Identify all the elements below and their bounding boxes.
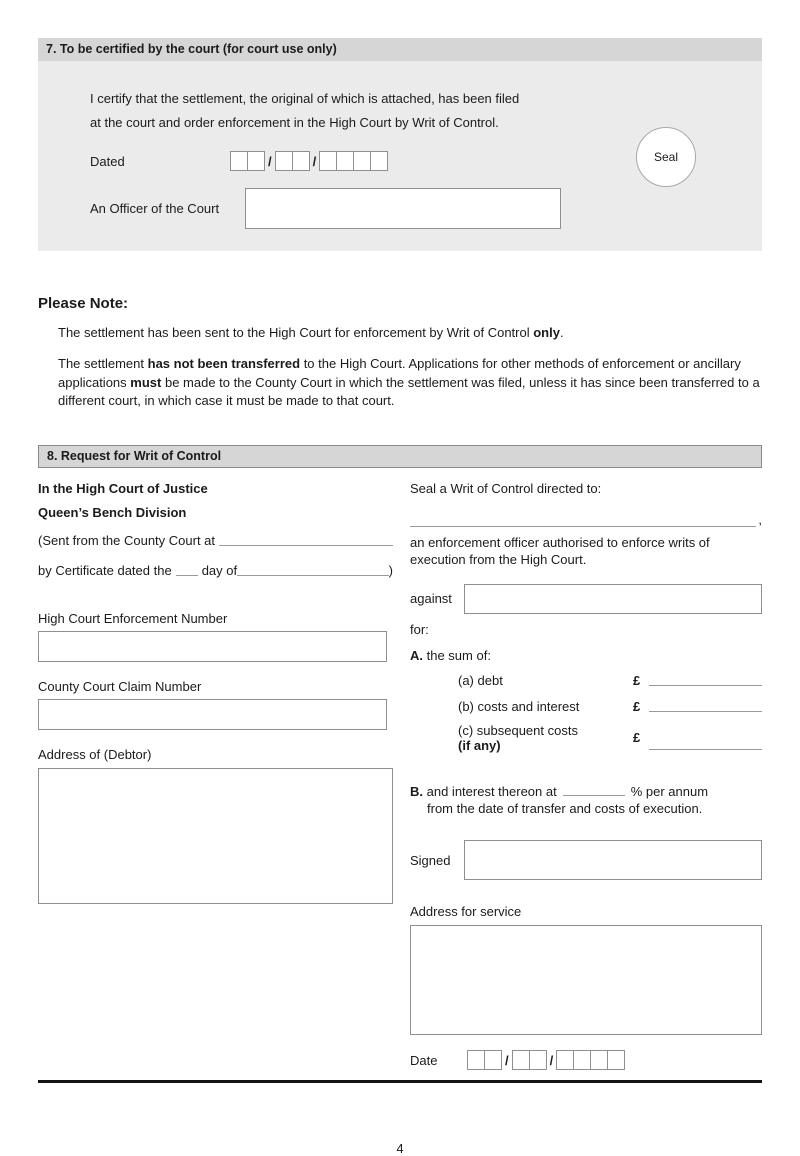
officer-signature-field[interactable] (245, 188, 561, 229)
address-for-service-field[interactable] (410, 925, 762, 1035)
county-court-name-field[interactable] (219, 533, 393, 546)
pound-sign: £ (633, 698, 641, 714)
close-paren: ) (388, 562, 393, 578)
interest-line-2: from the date of transfer and costs of execution. (427, 801, 703, 817)
seal-label: Seal (653, 150, 679, 164)
date-cell[interactable] (230, 151, 248, 171)
date-cell[interactable] (467, 1050, 485, 1070)
sent-from-label: (Sent from the County Court at (38, 532, 216, 548)
against-label: against (410, 591, 452, 607)
section-8-left-column (38, 481, 393, 1070)
enforcement-officer-name-line (410, 512, 762, 527)
page-number: 4 (396, 1141, 404, 1156)
date-label: Date (410, 1052, 438, 1068)
against-field[interactable] (464, 584, 762, 614)
queens-bench-title: Queen’s Bench Division (38, 504, 187, 520)
date-cell[interactable] (275, 151, 293, 171)
debt-amount-field[interactable] (649, 673, 762, 686)
date-cell[interactable] (556, 1050, 574, 1070)
section-8-header: 8. Request for Writ of Control (38, 445, 762, 468)
debt-label: (a) debt (458, 672, 503, 688)
costs-amount-row (410, 699, 762, 715)
bottom-rule (38, 1080, 762, 1083)
please-note-heading: Please Note: (38, 295, 129, 312)
date-cell[interactable] (336, 151, 354, 171)
signed-row (410, 840, 762, 880)
court-seal-placeholder (636, 127, 696, 187)
signed-field[interactable] (464, 840, 762, 880)
certificate-month-field[interactable] (237, 563, 389, 576)
day-of-label: day of (201, 562, 238, 578)
costs-label: (b) costs and interest (458, 698, 580, 714)
sent-from-line (38, 533, 393, 549)
date-separator: / (312, 153, 317, 169)
note-2-bold-2: must (130, 374, 162, 390)
subsequent-costs-field[interactable] (649, 737, 762, 750)
debtor-address-label: Address of (Debtor) (38, 746, 152, 762)
dated-label: Dated (90, 153, 125, 169)
date-separator: / (268, 153, 272, 169)
note-paragraph-1 (38, 324, 762, 342)
interest-rate-field[interactable] (563, 783, 625, 796)
note-1-bold: only (533, 325, 560, 340)
interest-pre-text: and interest thereon at (426, 783, 557, 799)
officer-label: An Officer of the Court (90, 201, 220, 216)
date-cell[interactable] (512, 1050, 530, 1070)
item-b-label: B. (410, 783, 423, 799)
date-cell[interactable] (573, 1050, 591, 1070)
date-cell[interactable] (590, 1050, 608, 1070)
certificate-date-line (38, 563, 393, 579)
item-a-label: A. (410, 647, 423, 663)
date-row (410, 1050, 762, 1070)
certificate-day-field[interactable] (176, 563, 198, 576)
date-cell[interactable] (529, 1050, 547, 1070)
section-8-writ-request (38, 445, 762, 1070)
please-note-section (38, 295, 762, 411)
seal-writ-label: Seal a Writ of Control directed to: (410, 480, 602, 496)
debt-amount-row (410, 673, 762, 689)
subsequent-costs-label (458, 723, 633, 753)
high-court-title: In the High Court of Justice (38, 480, 208, 496)
certify-line-1: I certify that the settlement, the original of which is attached, has been filed (90, 91, 520, 106)
percent-per-annum-label: % per annum (630, 783, 709, 799)
section-7-header: 7. To be certified by the court (for court use only) (38, 38, 762, 61)
note-paragraph-2 (38, 355, 762, 410)
hce-number-field[interactable] (38, 631, 387, 662)
date-cell[interactable] (370, 151, 388, 171)
date-separator: / (549, 1052, 554, 1068)
address-for-service-label: Address for service (410, 904, 522, 919)
signed-label: Signed (410, 852, 451, 868)
debtor-address-field[interactable] (38, 768, 393, 904)
interest-row (410, 783, 762, 801)
subsequent-costs-text: (c) subsequent costs (458, 722, 578, 738)
note-2-bold-1: has not been transferred (147, 356, 301, 372)
date-cell[interactable] (247, 151, 265, 171)
against-row (410, 584, 762, 614)
by-certificate-label: by Certificate dated the (38, 562, 172, 578)
date-separator: / (505, 1052, 509, 1068)
pound-sign: £ (633, 730, 641, 746)
date-cell[interactable] (319, 151, 337, 171)
trailing-comma: , (758, 511, 762, 527)
date-cell[interactable] (607, 1050, 625, 1070)
enforcement-officer-text: an enforcement officer authorised to enforce writs of execution from the High Court. (410, 534, 710, 568)
section-8-columns (38, 481, 762, 1070)
date-cell[interactable] (484, 1050, 502, 1070)
note-1-period: . (559, 325, 564, 340)
note-1-text: The settlement has been sent to the High Court for enforcement by Writ of Control (58, 325, 530, 340)
certify-line-2: at the court and order enforcement in the High Court by Writ of Control. (90, 115, 499, 130)
section-8-right-column (410, 481, 762, 1070)
claim-number-label: County Court Claim Number (38, 678, 202, 694)
sum-of-label: the sum of: (426, 647, 491, 663)
section-7-body (38, 61, 762, 251)
hce-number-label: High Court Enforcement Number (38, 610, 228, 626)
request-date-field (467, 1050, 624, 1070)
section-7-court-certification (38, 38, 762, 251)
claim-number-field[interactable] (38, 699, 387, 730)
note-2-text-3: be made to the County Court in which the settlement was filed, unless it has since been transferred to a different court, in which case it must be made to that court. (58, 374, 760, 409)
certify-statement (90, 87, 630, 135)
pound-sign: £ (633, 672, 641, 688)
date-cell[interactable] (292, 151, 310, 171)
costs-amount-field[interactable] (649, 699, 762, 712)
note-2-text-1: The settlement (58, 356, 144, 372)
enforcement-officer-name-field[interactable] (410, 514, 756, 527)
dated-date-field (230, 151, 387, 171)
for-label: for: (410, 621, 429, 637)
officer-row (90, 188, 762, 229)
note-2-text-2: to the High Court. Applications for other methods of enforcement or ancillary applications (58, 356, 741, 390)
date-cell[interactable] (353, 151, 371, 171)
sum-of-row (410, 648, 762, 663)
subsequent-costs-row (410, 723, 762, 753)
if-any-label: (if any) (458, 737, 501, 753)
